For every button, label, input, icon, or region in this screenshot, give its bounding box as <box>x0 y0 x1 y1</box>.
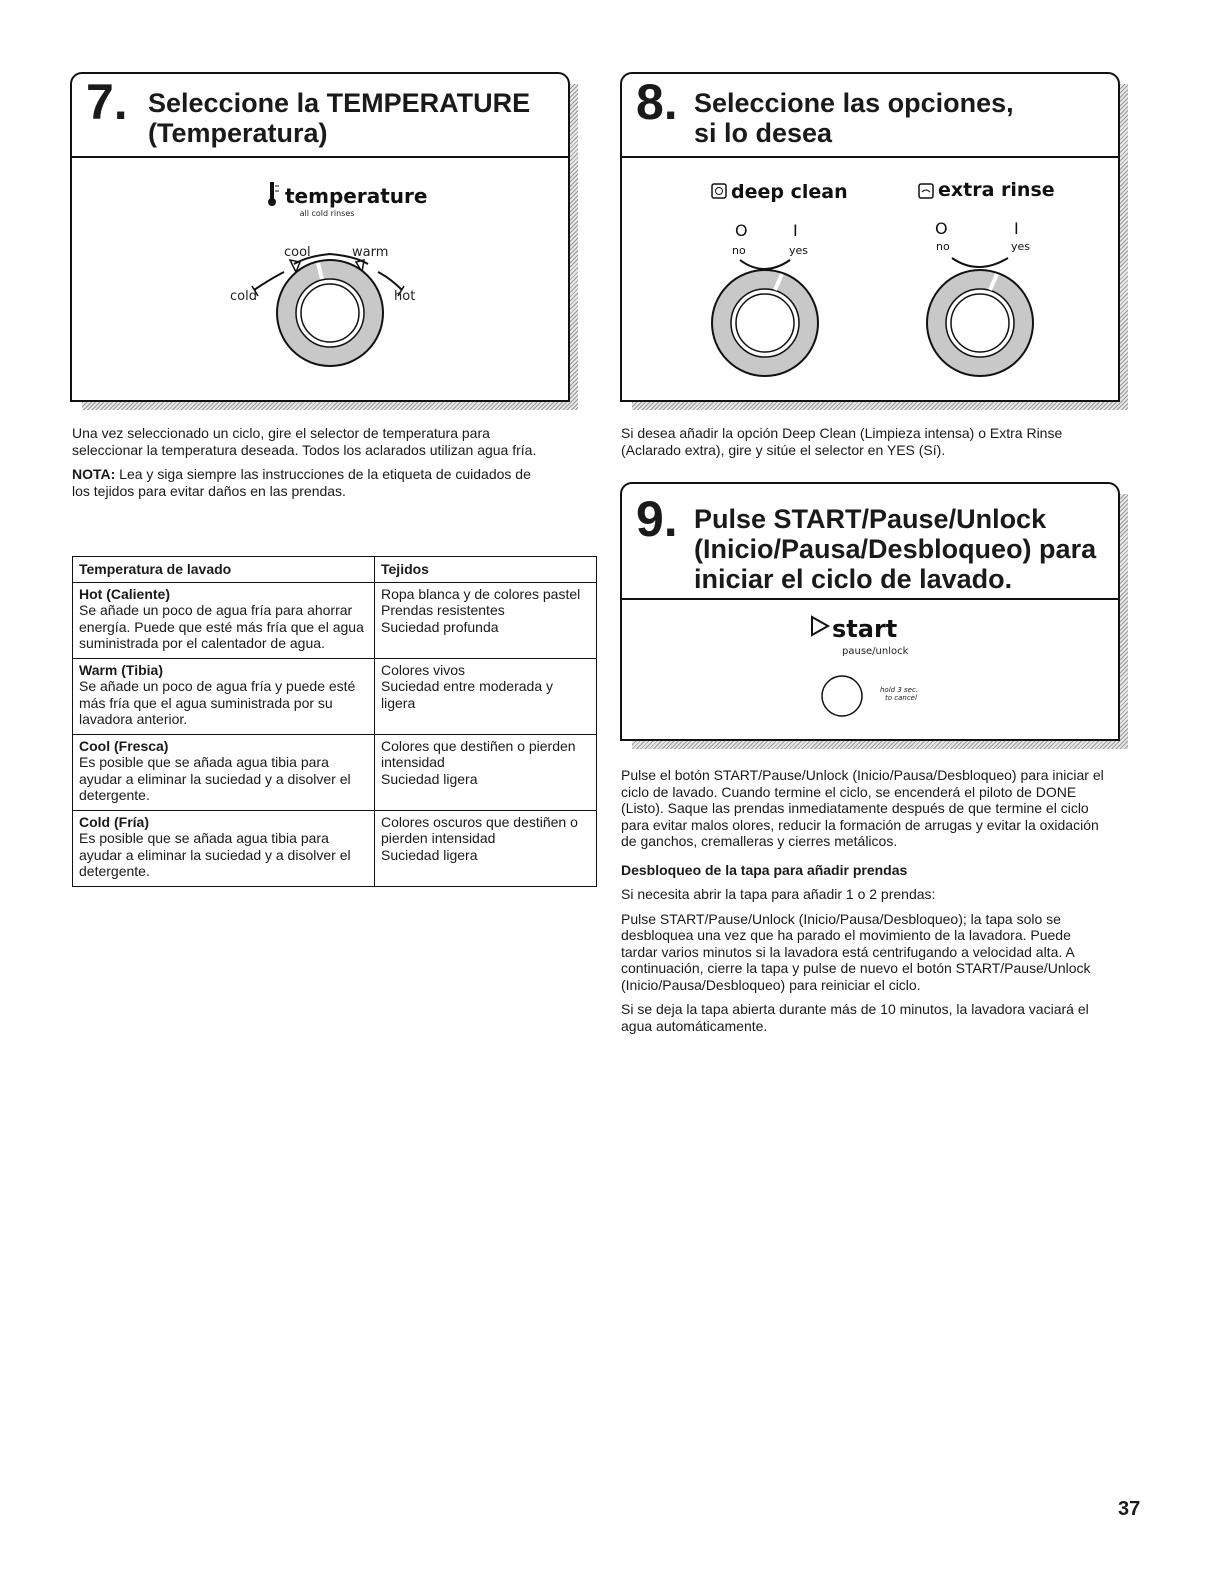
temp-name: Cool (Fresca) <box>79 737 169 754</box>
note-label: NOTA: <box>72 466 116 482</box>
extra-rinse-yes: yes <box>1011 240 1031 253</box>
temperature-dial-panel <box>72 158 568 398</box>
pause-unlock-label: pause/unlock <box>842 646 909 657</box>
step7-header <box>72 74 568 158</box>
table-header-row <box>73 557 597 583</box>
extra-rinse-no: no <box>936 240 950 253</box>
step9-number: 9. <box>636 491 678 547</box>
step9-paragraph1: Pulse el botón START/Pause/Unlock (Inicio/Pausa/Desbloqueo) para iniciar el ciclo de lavado. Cuando termine el ciclo, se encenderá el piloto de DONE (Listo). Saque las prendas inmediatamente después de que termine el ciclo para evitar malos olores, reducir la formación de arrugas y evitar la oxidación de ganchos, cremalleras y cierres metálicos. <box>621 767 1104 849</box>
step9-title-line3: iniciar el ciclo de lavado. <box>694 564 1013 594</box>
step8-box <box>620 72 1120 402</box>
temp-name: Warm (Tibia) <box>79 661 164 678</box>
fabric-item: Colores que destiñen o pierden intensidad <box>381 737 576 770</box>
play-icon <box>812 617 828 635</box>
step9-subheading: Desbloqueo de la tapa para añadir prendas <box>621 861 908 878</box>
step8-title-line2: si lo desea <box>694 118 833 148</box>
thermometer-icon <box>268 182 279 206</box>
step7-paragraph: Una vez seleccionado un ciclo, gire el selector de temperatura para seleccionar la temperatura deseada. Todos los aclarados utilizan agua fría. NOTA: Lea y siga siempre las instrucciones de la etiqueta de cuidados de los tejidos para evitar daños en las prendas. <box>72 425 537 499</box>
step9-box <box>620 482 1120 741</box>
deep-clean-off: O <box>735 221 748 240</box>
step7-box <box>70 72 570 402</box>
step9-paragraph3: Pulse START/Pause/Unlock (Inicio/Pausa/Desbloqueo); la tapa solo se desbloquea una vez que ha parado el movimiento de la lavadora. Puede tardar varios minutos si la lavadora está centrifugando a velocidad alta. A continuación, cierre la tapa y pulse de nuevo el botón START/Pause/Unlock (Inicio/Pausa/Desbloqueo) para reiniciar el ciclo. <box>621 910 1091 993</box>
header-fabrics: Tejidos <box>375 557 597 583</box>
table-row <box>73 658 597 734</box>
step8-header <box>622 74 1118 158</box>
temp-desc: Se añade un poco de agua fría y puede esté más fría que el agua suministrada por su lavadora anterior. <box>79 678 356 727</box>
setting-cool: cool <box>284 245 311 260</box>
setting-hot: hot <box>394 289 416 304</box>
step9-paragraph2: Si necesita abrir la tapa para añadir 1 o 2 prendas: <box>621 886 936 902</box>
step9-paragraph4: Si se deja la tapa abierta durante más de 10 minutos, la lavadora vaciará el agua automáticamente. <box>621 1001 1089 1034</box>
note-text: Lea y siga siempre las instrucciones de la etiqueta de cuidados de los tejidos para evitar daños en las prendas. <box>72 466 531 499</box>
step9-title-line1: Pulse START/Pause/Unlock <box>694 504 1047 534</box>
fabric-item: Ropa blanca y de colores pastel <box>381 585 581 602</box>
setting-warm: warm <box>352 245 389 260</box>
step7-title-line2: (Temperatura) <box>148 118 328 148</box>
temperature-table <box>72 556 597 887</box>
step8-number: 8. <box>636 74 678 130</box>
temperature-sublabel: all cold rinses <box>299 209 355 218</box>
header-temperature: Temperatura de lavado <box>73 557 375 583</box>
step8-paragraph: Si desea añadir la opción Deep Clean (Limpieza intensa) o Extra Rinse (Aclarado extra), gire y sitúe el selector en YES (Sí). <box>621 425 1063 458</box>
deep-clean-on: I <box>793 221 798 240</box>
deep-clean-no: no <box>732 244 746 257</box>
table-row <box>73 734 597 810</box>
fabric-item: Suciedad ligera <box>381 846 478 863</box>
start-button-panel <box>622 600 1118 738</box>
hold-hint-line2: to cancel <box>885 694 917 702</box>
page-number: 37 <box>1118 1498 1141 1520</box>
table-row <box>73 810 597 886</box>
table-row <box>73 582 597 658</box>
extra-rinse-icon <box>919 184 933 198</box>
step7-number: 7. <box>86 74 128 130</box>
temp-name: Cold (Fría) <box>79 813 149 830</box>
start-button[interactable] <box>822 676 862 716</box>
deep-clean-label: deep clean <box>731 181 848 203</box>
step7-title-line1: Seleccione la TEMPERATURE <box>148 88 531 118</box>
deep-clean-yes: yes <box>789 244 809 257</box>
fabric-item: Suciedad profunda <box>381 618 499 635</box>
fabric-item: Colores oscuros que destiñen o pierden intensidad <box>381 813 578 846</box>
hold-hint-line1: hold 3 sec. <box>880 686 919 694</box>
extra-rinse-off: O <box>935 219 948 238</box>
fabric-item: Suciedad entre moderada y ligera <box>381 678 553 711</box>
setting-cold: cold <box>230 289 257 304</box>
fabric-item: Colores vivos <box>381 661 466 678</box>
extra-rinse-label: extra rinse <box>938 179 1055 201</box>
extra-rinse-on: I <box>1014 219 1019 238</box>
step8-title-line1: Seleccione las opciones, <box>694 88 1014 118</box>
temp-desc: Es posible que se añada agua tibia para ayudar a eliminar la suciedad y a disolver el detergente. <box>79 754 351 803</box>
step9-text <box>621 767 1111 1042</box>
fabric-item: Prendas resistentes <box>381 602 505 618</box>
fabric-item: Suciedad ligera <box>381 770 478 787</box>
step9-title-line2: (Inicio/Pausa/Desbloqueo) para <box>694 534 1097 564</box>
temp-desc: Se añade un poco de agua fría para ahorrar energía. Puede que esté más fría que el agua suministrada por el calentador de agua. <box>79 602 364 651</box>
temp-name: Hot (Caliente) <box>79 585 170 602</box>
temperature-label: temperature <box>285 184 428 208</box>
deep-clean-icon <box>712 184 726 198</box>
options-dial-panel <box>622 158 1118 398</box>
start-label: start <box>832 615 898 643</box>
temp-desc: Es posible que se añada agua tibia para ayudar a eliminar la suciedad y a disolver el detergente. <box>79 830 351 879</box>
step9-header <box>622 484 1118 600</box>
